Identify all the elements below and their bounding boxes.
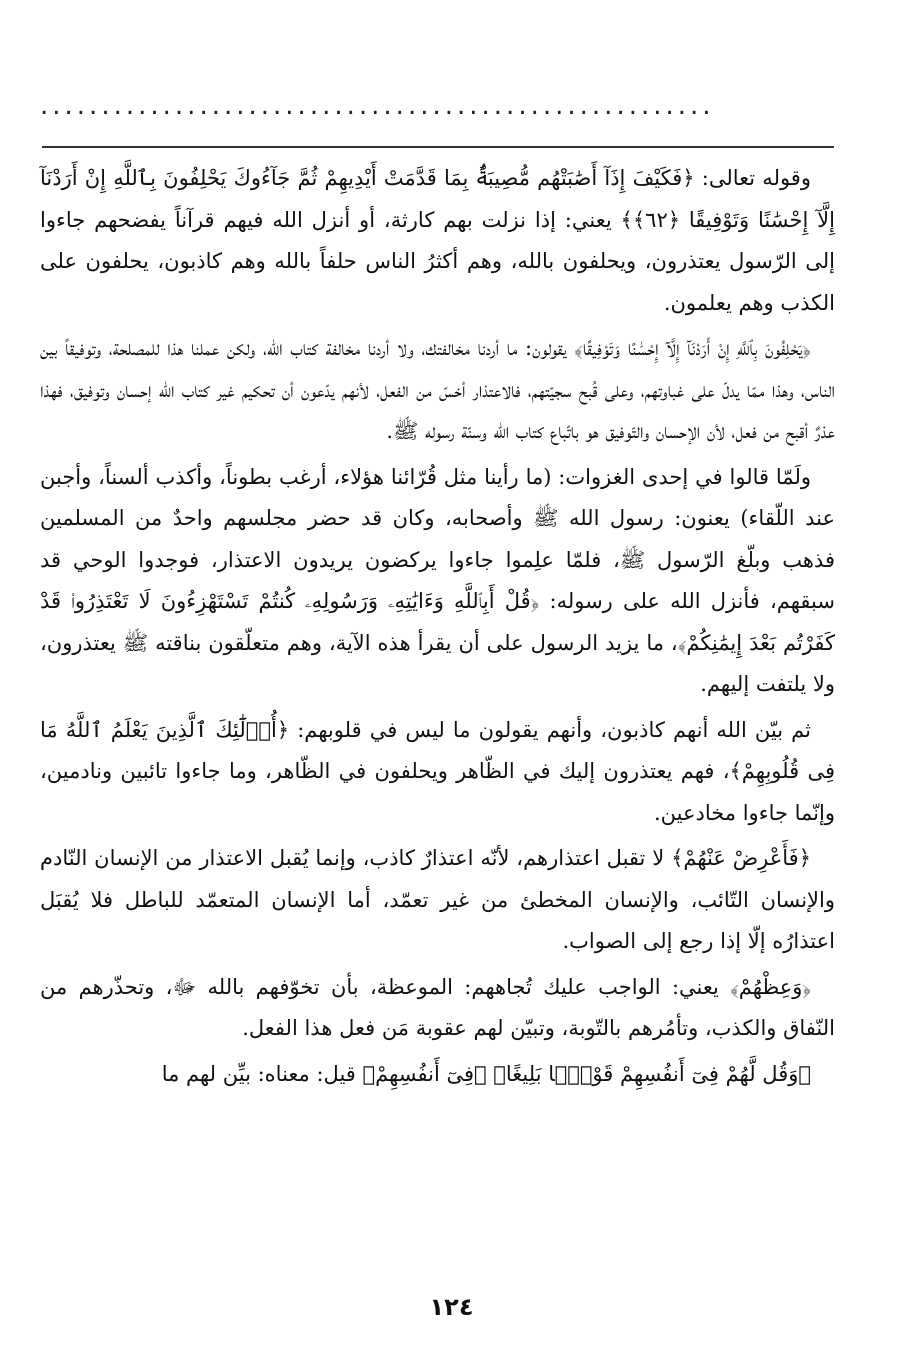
paragraph-3: ولَمّا قالوا في إحدى الغزوات: (ما رأينا مثل قُرّائنا هؤلاء، أرغب بطوناً، وأكذب ألسناً، وأجبن عند اللّقاء) يعنون: رسول الله ﷺ وأصحابه، وكان قد حضر مجلسهم واحدٌ من المسلمين فذهب وبلّغ الرّسول ﷺ، فلمّا علِموا جاءوا يركضون يريدون الاعتذار، فوجدوا الوحي قد سبقهم، فأنزل الله على رسوله: ﴿قُلْ أَبِٱللَّهِ وَءَايَٰتِهِۦ وَرَسُولِهِۦ كُنتُمْ تَسْتَهْزِءُونَ لَا تَعْتَذِرُوا۟ قَدْ كَفَرْتُم بَعْدَ إِيمَٰنِكُمْ﴾، ما يزيد الرسول على أن يقرأ هذه الآية، وهم متعلّقون بناقته ﷺ يعتذرون، ولا يلتفت إليهم. bbox=[40, 464, 835, 696]
page-body bbox=[40, 158, 835, 1099]
header-rule bbox=[42, 146, 834, 148]
paragraph-6: ﴿وَعِظْهُمْ﴾ يعني: الواجب عليك تُجاههم: الموعظة، بأن تخوّفهم بالله ﷻ، وتحذّرهم من النّفاق والكذب، وتأمُرهم بالتّوبة، وتبيّن لهم عقوبة مَن فعل هذا الفعل. bbox=[40, 974, 835, 1040]
paragraph-7: ﴿وَقُل لَّهُمْ فِىٓ أَنفُسِهِمْ قَوْلًۢا بَلِيغًا﴾ ﴿فِىٓ أَنفُسِهِمْ﴾ قيل: معناه: بيِّن لهم ما bbox=[161, 1061, 811, 1086]
paragraph-4: ثم بيّن الله أنهم كاذبون، وأنهم يقولون ما ليس في قلوبهم: ﴿أُو۟لَٰٓئِكَ ٱلَّذِينَ يَعْلَمُ ٱللَّهُ مَا فِى قُلُوبِهِمْ﴾، فهم يعتذرون إليك في الظّاهر ويحلفون في الظّاهر، وما جاءوا تائبين ونادمين، وإنّما جاءوا مخادعين. bbox=[40, 717, 835, 825]
paragraph-1: وقوله تعالى: ﴿فَكَيْفَ إِذَآ أَصَٰبَتْهُم مُّصِيبَةٌۢ بِمَا قَدَّمَتْ أَيْدِيهِمْ ثُمَّ جَآءُوكَ يَحْلِفُونَ بِٱللَّهِ إِنْ أَرَدْنَآ إِلَّآ إِحْسَٰنًا وَتَوْفِيقًا ﴿٦٢﴾﴾ يعني: إذا نزلت بهم كارثة، أو أنزل الله فيهم قرآناً يفضحهم جاءوا إلى الرّسول يعتذرون، ويحلفون بالله، وهم أكثرُ الناس حلفاً بالله وهم كاذبون، يحلفون على الكذب وهم يعلمون. bbox=[40, 166, 835, 315]
header-dotted-line: ....................................................... bbox=[40, 96, 715, 116]
paragraph-5: ﴿فَأَعْرِضْ عَنْهُمْ﴾ لا تقبل اعتذارهم، لأنّه اعتذارٌ كاذب، وإنما يُقبل الاعتذار من الإنسان النّادم والإنسان التّائب، والإنسان المخطئ من غير تعمّد، أما الإنسان المتعمّد للباطل فلا يُقبَل اعتذارُه إلّا إذا رجع إلى الصواب. bbox=[40, 846, 835, 953]
paragraph-2: ﴿يَحْلِفُونَ بِٱللَّهِ إِنْ أَرَدْنَآ إِلَّآ إِحْسَٰنًا وَتَوْفِيقًا﴾ يقولون: ما أردنا مخالفتك، ولا أردنا مخالفة كتاب الله، ولكن عملنا هذا للمصلحة، وتوفيقاً بين الناس، وهذا ممّا يدلّ على غباوتهم، وعلى قُبح سجيّتهم، فالاعتذار أخسّ من الفعل، لأنهم يدّعون أن تحكيم غير كتاب الله إحسان وتوفيق، فهذا عذرٌ أقبح من فعل، لأن الإحسان والتّوفيق هو باتّباع كتاب الله وسنّة رسوله ﷺ. bbox=[40, 336, 835, 443]
page-number: ١٢٤ bbox=[429, 1293, 474, 1321]
